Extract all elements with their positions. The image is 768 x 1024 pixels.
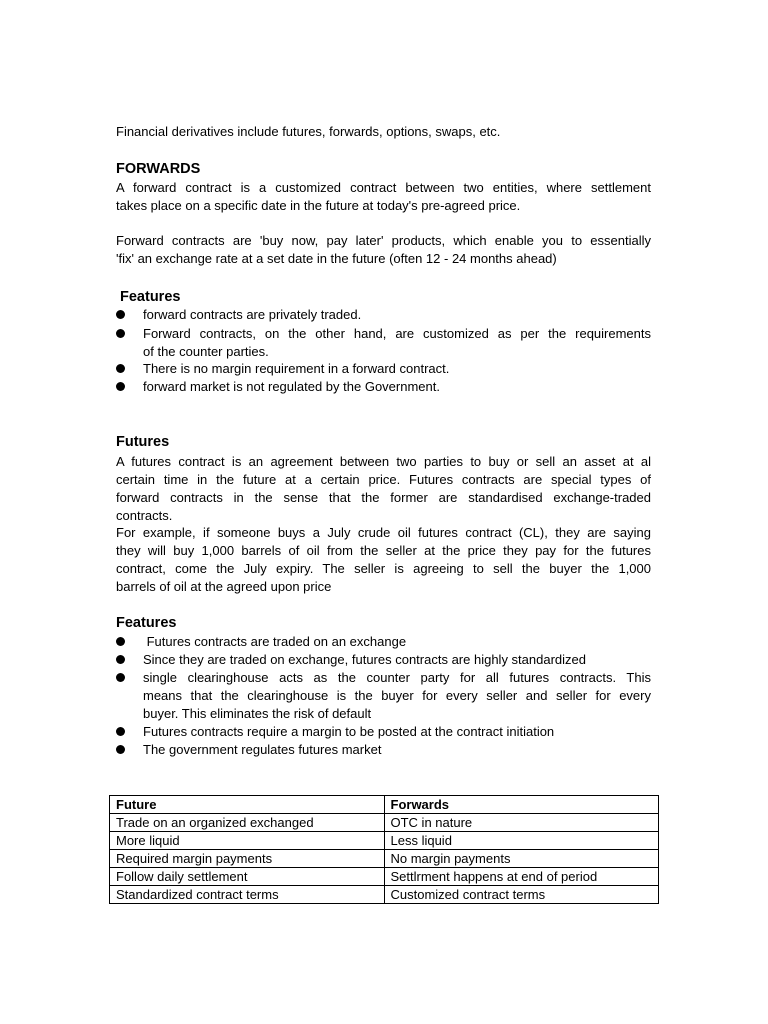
bullet-icon [116, 364, 125, 373]
comparison-table [109, 795, 659, 904]
futures-feature-item: Since they are traded on exchange, futures contracts are highly standardized [143, 652, 586, 667]
futures-para-line: For example, if someone buys a July crude oil futures contract (CL), they are saying [116, 525, 651, 540]
table-header-row [110, 796, 659, 814]
futures-para-line: contracts. [116, 508, 173, 523]
bullet-icon [116, 382, 125, 391]
bullet-icon [116, 745, 125, 754]
bullet-icon [116, 329, 125, 338]
forwards-feature-item: forward market is not regulated by the Government. [143, 379, 440, 394]
futures-features-heading: Features [116, 615, 177, 631]
futures-feature-item: Futures contracts require a margin to be posted at the contract initiation [143, 724, 555, 739]
table-cell: OTC in nature [384, 814, 659, 832]
table-row [110, 868, 659, 886]
bullet-icon [116, 310, 125, 319]
futures-feature-item: The government regulates futures market [143, 742, 382, 757]
forwards-para2-line: 'fix' an exchange rate at a set date in the future (often 12 - 24 months ahead) [116, 251, 557, 266]
forwards-para1-line: A forward contract is a customized contract between two entities, where settlement [116, 180, 651, 195]
table-cell: Standardized contract terms [110, 886, 385, 904]
table-cell: Less liquid [384, 832, 659, 850]
bullet-icon [116, 655, 125, 664]
futures-feature-item-cont: means that the clearinghouse is the buyer for every seller and seller for every [143, 688, 651, 703]
table-row [110, 814, 659, 832]
forwards-para2-line: Forward contracts are 'buy now, pay later' products, which enable you to essentially [116, 233, 651, 248]
forwards-feature-item: There is no margin requirement in a forward contract. [143, 361, 450, 376]
futures-feature-item: single clearinghouse acts as the counter party for all futures contracts. This [143, 670, 651, 685]
table-cell: Follow daily settlement [110, 868, 385, 886]
futures-para-line: they will buy 1,000 barrels of oil from the seller at the price they pay for the futures [116, 543, 651, 558]
futures-feature-item: Futures contracts are traded on an exchange [143, 634, 407, 649]
forwards-para1-line: takes place on a specific date in the future at today's pre-agreed price. [116, 198, 521, 213]
table-cell: Settlrment happens at end of period [384, 868, 659, 886]
table-row [110, 832, 659, 850]
table-cell: Trade on an organized exchanged [110, 814, 385, 832]
futures-para-line: forward contracts in the sense that the former are standardised exchange-traded [116, 490, 651, 505]
table-cell: Required margin payments [110, 850, 385, 868]
forwards-feature-item: forward contracts are privately traded. [143, 307, 362, 322]
intro-text: Financial derivatives include futures, forwards, options, swaps, etc. [116, 124, 501, 139]
futures-para-line: certain time in the future at a certain price. Futures contracts are special types of [116, 472, 651, 487]
forwards-feature-item-cont: of the counter parties. [143, 344, 269, 359]
header-cell-future: Future [110, 796, 385, 814]
forwards-feature-item: Forward contracts, on the other hand, are customized as per the requirements [143, 326, 651, 341]
futures-para-line: barrels of oil at the agreed upon price [116, 579, 332, 594]
forwards-heading: FORWARDS [116, 161, 201, 177]
bullet-icon [116, 727, 125, 736]
bullet-icon [116, 637, 125, 646]
bullet-icon [116, 673, 125, 682]
table-row [110, 850, 659, 868]
header-cell-forwards: Forwards [384, 796, 659, 814]
futures-heading: Futures [116, 434, 170, 450]
table-cell: Customized contract terms [384, 886, 659, 904]
table-cell: More liquid [110, 832, 385, 850]
table-cell: No margin payments [384, 850, 659, 868]
forwards-features-heading: Features [120, 289, 181, 305]
futures-para-line: contract, come the July expiry. The seller is agreeing to sell the buyer the 1,000 [116, 561, 651, 576]
futures-feature-item-cont: buyer. This eliminates the risk of default [143, 706, 372, 721]
futures-para-line: A futures contract is an agreement between two parties to buy or sell an asset at al [116, 454, 651, 469]
table-row [110, 886, 659, 904]
